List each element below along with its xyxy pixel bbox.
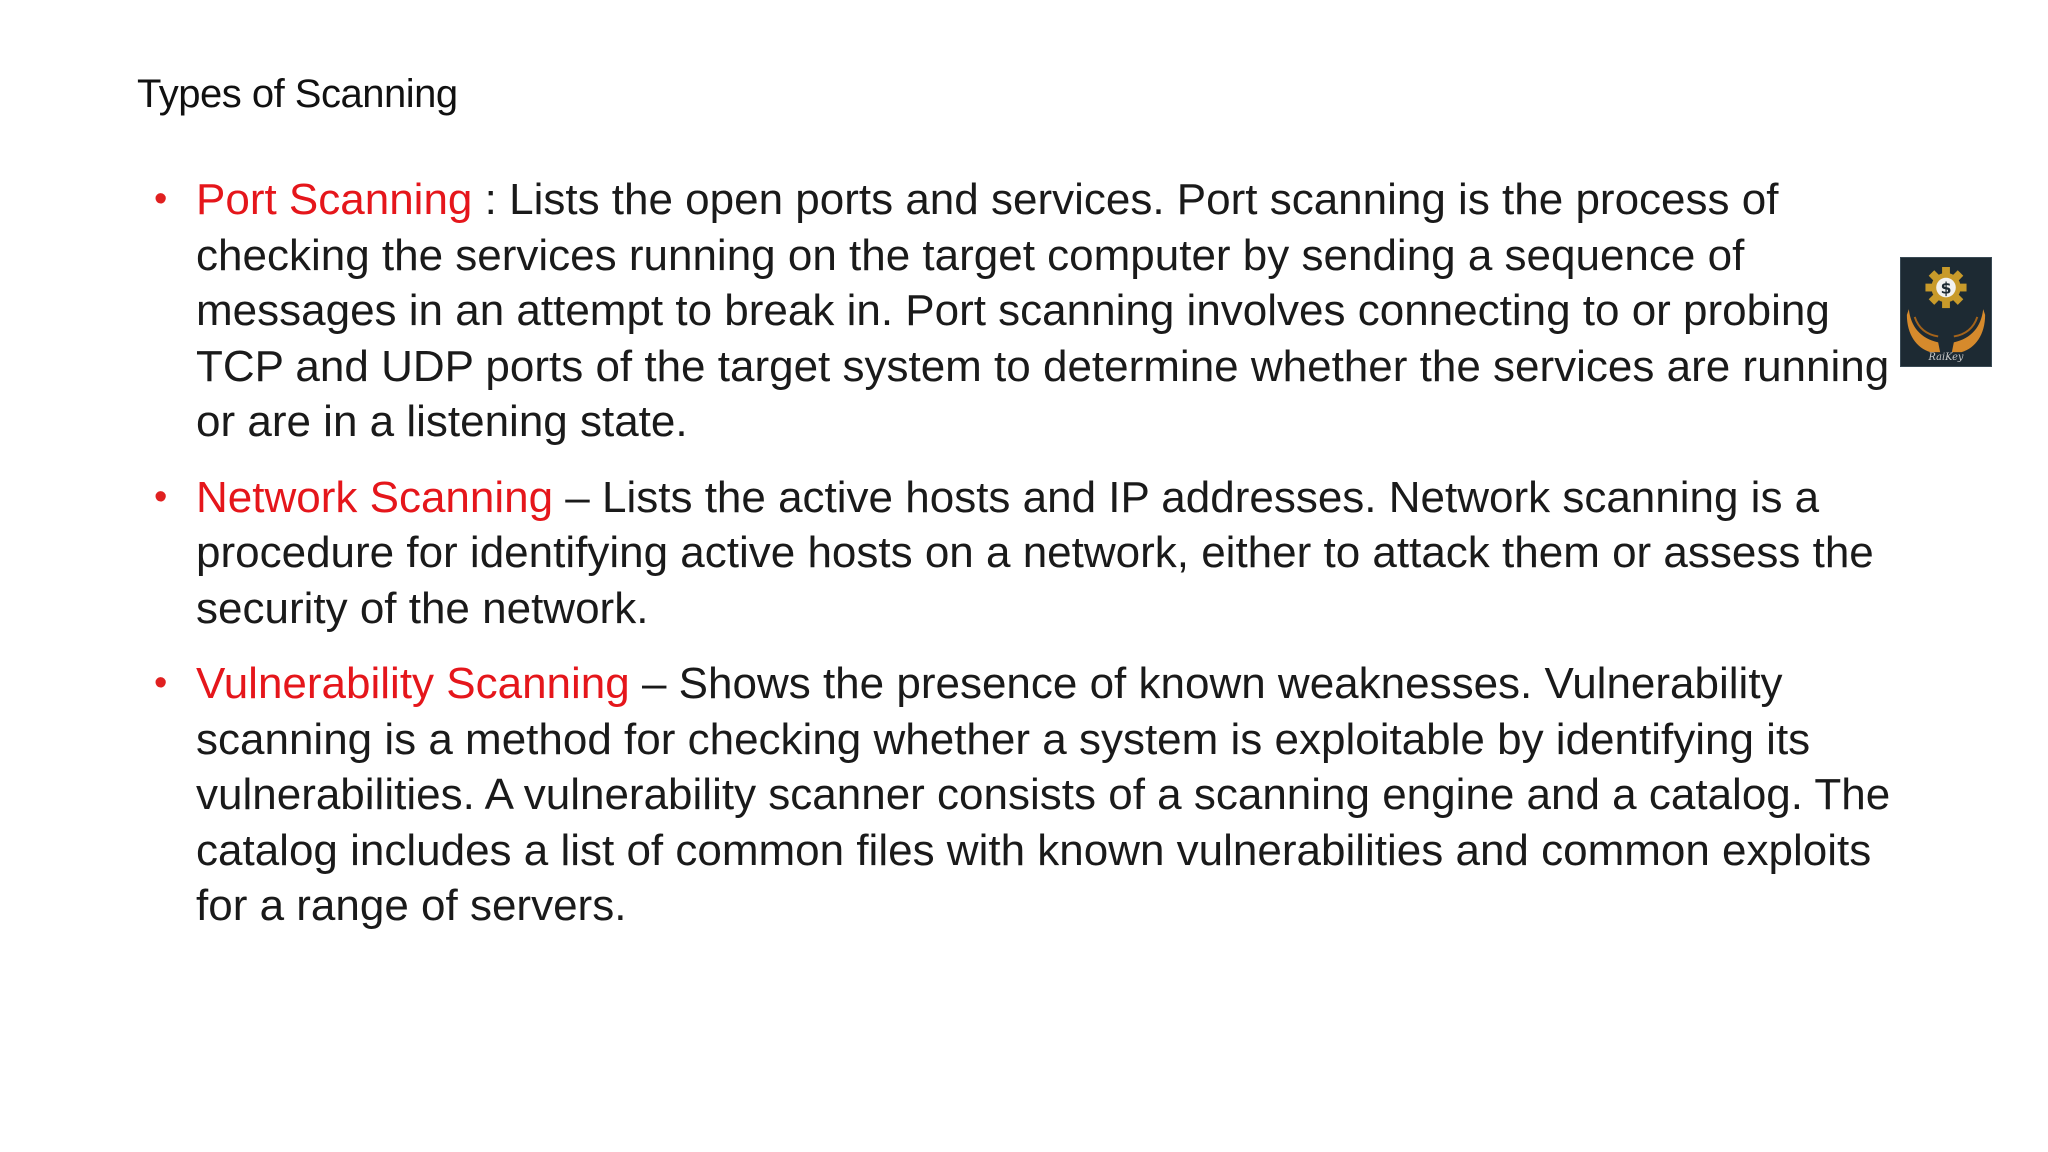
hands-gear-dollar-icon xyxy=(1901,258,1991,366)
term-description: Lists the open ports and services. Port scanning is the process of checking the services running on the target computer by sending a sequence of messages in an attempt to break in. Port scanning involves connecting to or probing TCP and UDP ports of the target system to determine whether the services are running or are in a listening state. xyxy=(196,175,1890,446)
term-description: Lists the active hosts and IP addresses. Network scanning is a procedure for identifying active hosts on a network, either to attack them or assess the security of the network. xyxy=(196,472,1874,633)
slide-title: Types of Scanning xyxy=(137,72,458,116)
bullet-icon: • xyxy=(154,475,168,518)
term-label: Network Scanning xyxy=(196,472,554,522)
bullet-icon: • xyxy=(154,178,168,220)
channel-logo xyxy=(1900,257,1992,367)
term-description: Shows the presence of known weaknesses. Vulnerability scanning is a method for checking whether a system is exploitable by identifying its vulnerabilities. A vulnerability scanner consists of a scanning engine and a catalog. The catalog includes a list of common files with known vulnerabilities and common exploits for a range of servers. xyxy=(196,659,1891,930)
svg-text:$: $ xyxy=(1940,278,1952,298)
term-separator: – xyxy=(553,472,602,522)
bullet-icon: • xyxy=(154,662,168,704)
bullet-list xyxy=(150,172,1910,954)
svg-text:RaiKey: RaiKey xyxy=(1928,351,1964,363)
bullet-item-network-scanning xyxy=(150,470,1910,637)
term-separator: – xyxy=(629,659,679,708)
term-label: Port Scanning xyxy=(196,175,473,224)
term-label: Vulnerability Scanning xyxy=(196,659,630,708)
term-separator: : xyxy=(472,175,510,224)
bullet-item-port-scanning xyxy=(150,172,1910,450)
bullet-item-vulnerability-scanning xyxy=(150,656,1910,934)
